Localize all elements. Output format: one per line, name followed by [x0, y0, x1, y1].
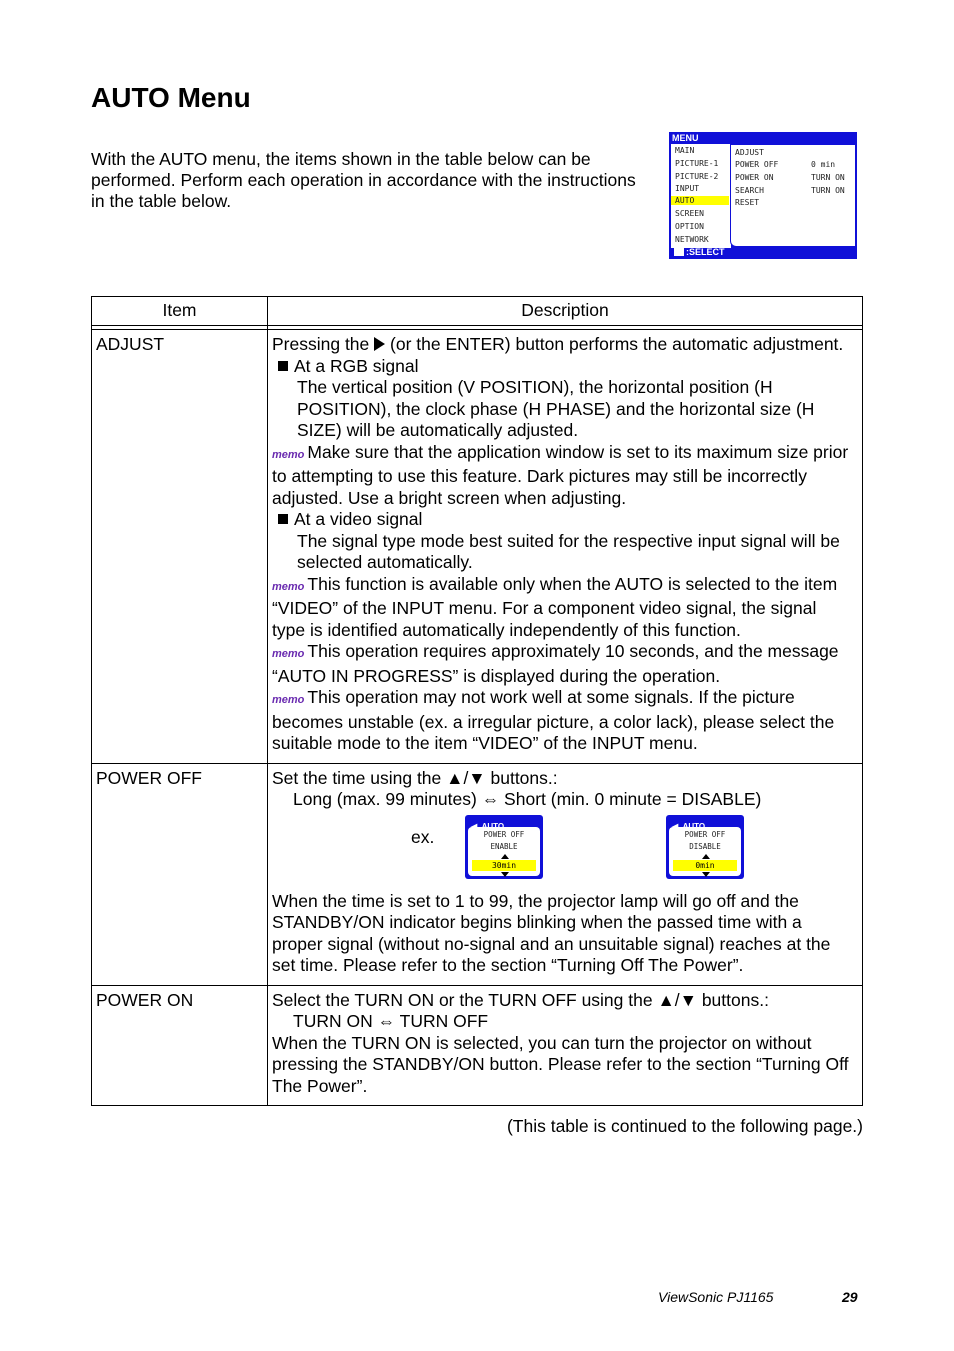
- item-adjust: ADJUST: [92, 330, 268, 764]
- header-item: Item: [92, 297, 268, 326]
- osd-menu-item-selected: AUTO: [671, 196, 729, 205]
- page-number: 29: [842, 1289, 858, 1305]
- osd-menu-item: NETWORK: [675, 235, 709, 244]
- page-title: AUTO Menu: [91, 82, 251, 113]
- intro-paragraph: With the AUTO menu, the items shown in the table below can be performed. Perform each operation in accordance with the instructions in the table below.: [91, 149, 636, 211]
- osd-menu-footer: :SELECT: [674, 247, 725, 257]
- down-arrow-icon: [702, 872, 710, 877]
- power-off-line2: Long (max. 99 minutes) ⇔ Short (min. 0 minute = DISABLE): [293, 789, 762, 809]
- header-description: Description: [268, 297, 863, 326]
- right-arrow-icon: [374, 337, 385, 351]
- osd-menu-item: SCREEN: [675, 209, 704, 218]
- osd-sub-value: TURN ON: [811, 173, 845, 182]
- table-header-row: [92, 297, 863, 326]
- osd-menu-item: PICTURE-1: [675, 159, 719, 168]
- osd-menu-item: PICTURE-2: [675, 172, 719, 181]
- table-row-power-on: [92, 985, 863, 1106]
- osd-example-value: 30min: [472, 860, 536, 871]
- memo-icon: memo: [272, 580, 305, 593]
- osd-example-value: 0min: [673, 860, 737, 871]
- select-button-icon: [674, 247, 684, 256]
- osd-sub-item: ADJUST: [735, 148, 764, 157]
- power-on-line2: TURN ON ⇔ TURN OFF: [293, 1011, 489, 1031]
- memo-icon: memo: [272, 448, 305, 461]
- square-bullet-icon: [278, 361, 288, 371]
- osd-example-label: POWER OFF: [483, 829, 525, 839]
- power-on-line1: Select the TURN ON or the TURN OFF using the ▲/▼ buttons.:: [272, 989, 769, 1010]
- desc-power-off: [268, 763, 863, 985]
- osd-example-state: ENABLE: [490, 841, 518, 851]
- osd-menu-left-panel: [671, 144, 731, 248]
- osd-menu-item: OPTION: [675, 222, 704, 231]
- auto-menu-table: [91, 296, 863, 1106]
- memo-note: memo Make sure that the application window is set to its maximum size prior to attempting to use this feature. Dark pictures may still be incorrectly adjusted. Use a bright screen when adjusting.: [272, 441, 849, 508]
- osd-example-enable: [465, 815, 543, 879]
- down-arrow-icon: [501, 872, 509, 877]
- osd-example-disable: [666, 815, 744, 879]
- osd-sub-item: POWER OFF: [735, 160, 779, 169]
- desc-adjust: [268, 330, 863, 764]
- table-continued-note: (This table is continued to the following page.): [506, 1116, 863, 1136]
- video-text: The signal type mode best suited for the respective input signal will be selected automatically.: [297, 530, 840, 572]
- table-row-adjust: [92, 330, 863, 764]
- osd-example-label: POWER OFF: [684, 829, 726, 839]
- footer-brand: ViewSonic PJ1165: [658, 1289, 774, 1305]
- memo-note: memo This function is available only when the AUTO is selected to the item “VIDEO” of the INPUT menu. For a component video signal, the signal type is identified automatically independently of this function.: [272, 573, 838, 640]
- memo-icon: memo: [272, 694, 305, 706]
- up-arrow-icon: [702, 854, 710, 859]
- item-power-off: POWER OFF: [92, 763, 268, 985]
- power-off-text: When the time is set to 1 to 99, the projector lamp will go off and the STANDBY/ON indicator begins blinking when the passed time with a proper signal (without no-signal and an unsuitable signal) reaches at the set time. Please refer to the section “Turning Off The Power”.: [272, 890, 831, 975]
- osd-sub-item: POWER ON: [735, 173, 774, 182]
- osd-menu-screenshot: [669, 132, 857, 259]
- power-off-examples: [272, 811, 854, 891]
- square-bullet-icon: [278, 514, 288, 524]
- adjust-intro: Pressing the (or the ENTER) button performs the automatic adjustment.: [272, 334, 844, 354]
- table-row-power-off: [92, 763, 863, 985]
- osd-sub-item: SEARCH: [735, 186, 764, 195]
- osd-sub-item: RESET: [735, 198, 760, 207]
- rgb-text: The vertical position (V POSITION), the horizontal position (H POSITION), the clock phase (H PHASE) and the horizontal size (H SIZE) will be automatically adjusted.: [297, 377, 815, 440]
- osd-menu-right-panel: [730, 144, 856, 247]
- osd-menu-item: MAIN: [675, 146, 695, 155]
- power-off-line1: Set the time using the ▲/▼ buttons.:: [272, 767, 558, 788]
- osd-sub-value: TURN ON: [811, 186, 845, 195]
- memo-note: memo This operation may not work well at some signals. If the picture becomes unstable (ex. a irregular picture, a color lack), please select the suitable mode to the item “VIDEO” of the INPUT menu.: [272, 687, 835, 753]
- memo-icon: memo: [272, 648, 305, 660]
- power-on-text: When the TURN ON is selected, you can turn the projector on without pressing the STANDBY/ON button. Please refer to the section “Turning Off The Power”.: [272, 1032, 849, 1096]
- osd-example-state: DISABLE: [689, 841, 721, 851]
- desc-power-on: [268, 985, 863, 1106]
- up-arrow-icon: [501, 854, 509, 859]
- item-power-on: POWER ON: [92, 985, 268, 1106]
- osd-menu-header: MENU: [672, 133, 699, 143]
- memo-note: memo This operation requires approximately 10 seconds, and the message “AUTO IN PROGRESS” is displayed during the operation.: [272, 641, 839, 686]
- video-heading: At a video signal: [272, 509, 854, 531]
- rgb-heading: At a RGB signal: [272, 356, 854, 378]
- osd-menu-item: INPUT: [675, 184, 700, 193]
- osd-sub-value: 0 min: [811, 160, 836, 169]
- example-label: ex.: [411, 826, 435, 847]
